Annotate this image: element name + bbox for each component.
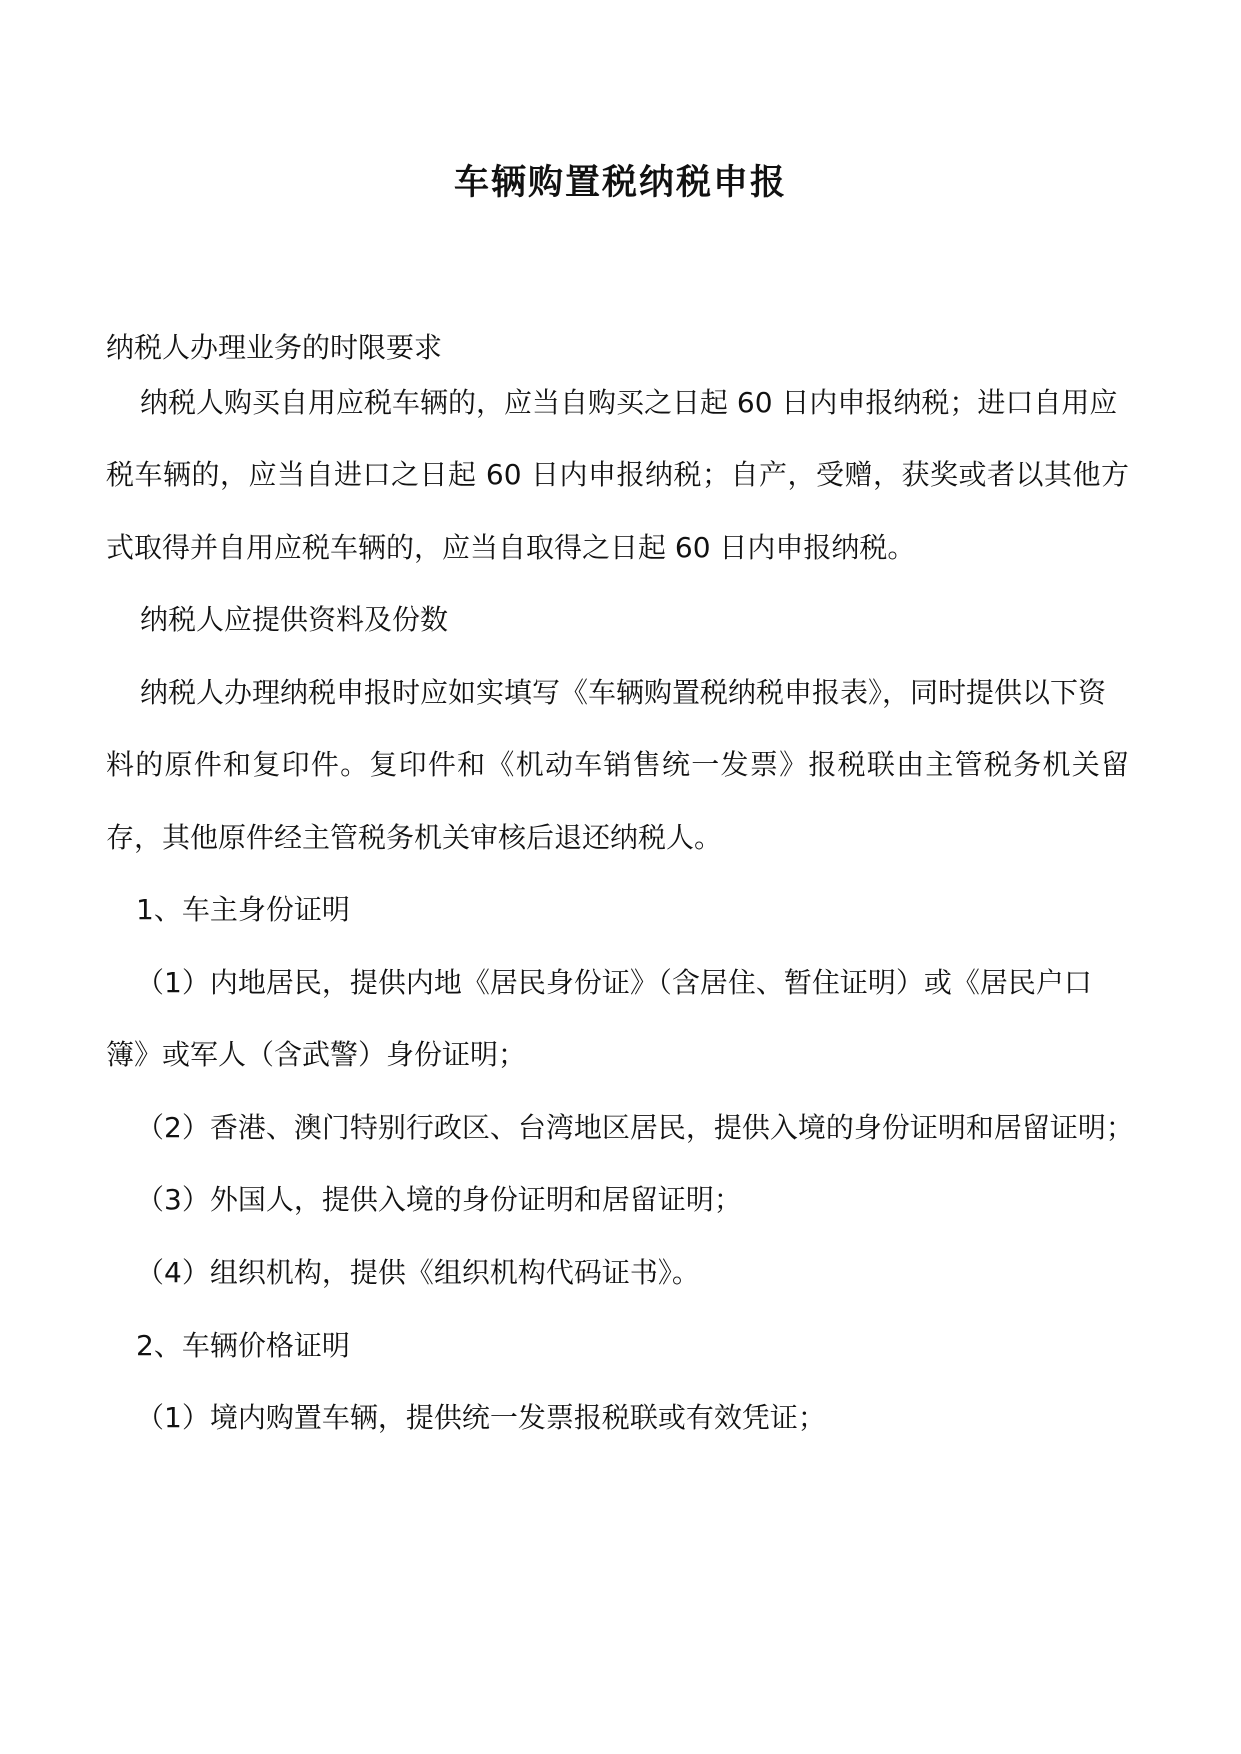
list-item: （3）外国人，提供入境的身份证明和居留证明； bbox=[136, 1183, 742, 1216]
paragraph-line: 纳税人购买自用应税车辆的，应当自购买之日起 60 日内申报纳税；进口自用应 bbox=[140, 386, 1118, 419]
paragraph-line: 存，其他原件经主管税务机关审核后退还纳税人。 bbox=[106, 821, 723, 854]
list-item-continuation: 簿》或军人（含武警）身份证明； bbox=[106, 1038, 527, 1071]
paragraph-line: 料的原件和复印件。复印件和《机动车销售统一发票》报税联由主管税务机关留 bbox=[106, 748, 1129, 781]
list-item: （1）境内购置车辆，提供统一发票报税联或有效凭证； bbox=[136, 1401, 826, 1434]
paragraph-line: 税车辆的，应当自进口之日起 60 日内申报纳税；自产，受赠，获奖或者以其他方 bbox=[106, 458, 1129, 491]
list-heading-owner-id: 1、车主身份证明 bbox=[136, 893, 350, 926]
document-title: 车辆购置税纳税申报 bbox=[453, 163, 787, 203]
paragraph-line: 纳税人办理纳税申报时应如实填写《车辆购置税纳税申报表》，同时提供以下资 bbox=[140, 676, 1107, 709]
section-heading-time-limit: 纳税人办理业务的时限要求 bbox=[106, 331, 443, 364]
list-item: （4）组织机构，提供《组织机构代码证书》。 bbox=[136, 1256, 700, 1289]
list-heading-price-proof: 2、车辆价格证明 bbox=[136, 1329, 350, 1362]
paragraph-line: 式取得并自用应税车辆的，应当自取得之日起 60 日内申报纳税。 bbox=[106, 531, 916, 564]
list-item: （2）香港、澳门特别行政区、台湾地区居民，提供入境的身份证明和居留证明； bbox=[136, 1111, 1134, 1144]
list-item: （1）内地居民，提供内地《居民身份证》（含居住、暂住证明）或《居民户口 bbox=[136, 966, 1092, 999]
section-heading-materials: 纳税人应提供资料及份数 bbox=[140, 603, 449, 636]
